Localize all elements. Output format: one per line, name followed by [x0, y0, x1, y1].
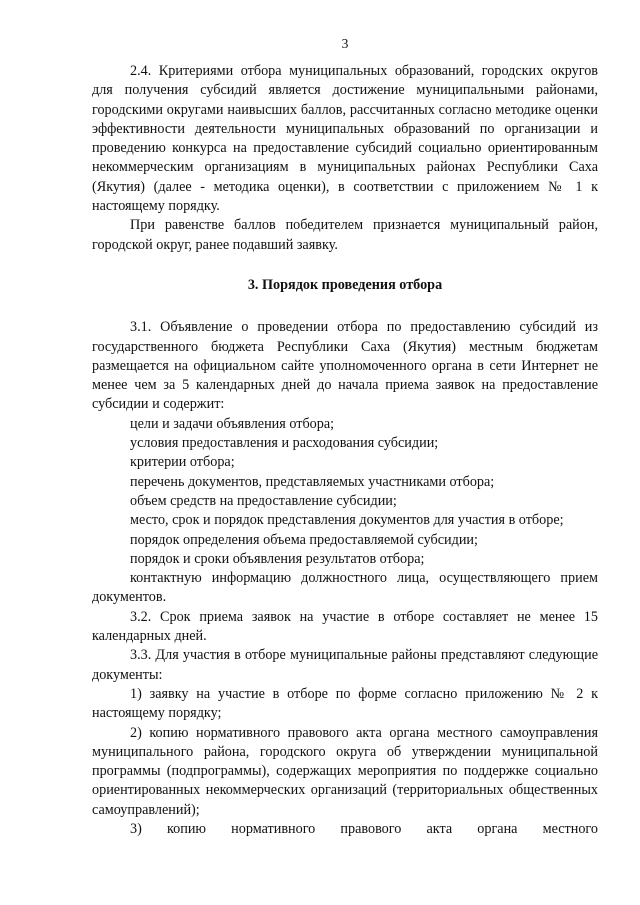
paragraph-document-2: 2) копию нормативного правового акта органа местного самоуправления муниципального района, городского округа об утверждении муниципальной программы (подпрограммы), содержащих мероприятия по поддержке социально ориентированных некоммерческих организаций (территориальных общественных самоуправлений); [92, 724, 598, 818]
paragraph-document-1: 1) заявку на участие в отборе по форме согласно приложению № 2 к настоящему порядку; [92, 685, 598, 722]
page-number: 3 [341, 36, 349, 51]
document-body [92, 62, 598, 839]
paragraph-3-2: 3.2. Срок приема заявок на участие в отборе составляет не менее 15 календарных дней. [92, 608, 598, 645]
list-item: критерии отбора; [130, 454, 235, 471]
list-item: условия предоставления и расходования субсидии; [130, 435, 439, 452]
list-item: место, срок и порядок представления документов для участия в отборе; [130, 512, 564, 529]
list-item: порядок и сроки объявления результатов отбора; [130, 550, 425, 567]
paragraph-2-4: 2.4. Критериями отбора муниципальных образований, городских округов для получения субсидий является достижение муниципальными районами, городскими округами наивысших баллов, рассчитанных согласно методике оценки эффективности деятельности муниципальных образований по организации и проведению конкурса на предоставление субсидий социально ориентированным некоммерческим организациям в муниципальных районах Республики Саха (Якутия) (далее - методика оценки), в соответствии с приложением № 1 к настоящему порядку. [92, 63, 598, 215]
paragraph-3-1: 3.1. Объявление о проведении отбора по предоставлению субсидий из государственного бюджета Республики Саха (Якутия) местным бюджетам размещается на официальном сайте уполномоченного органа в сети Интернет не менее чем за 5 календарных дней до начала приема заявок на предоставление субсидии и содержит: [92, 319, 598, 413]
list-item: перечень документов, представляемых участниками отбора; [130, 473, 495, 490]
list-item: порядок определения объема предоставляемой субсидии; [130, 531, 478, 548]
paragraph-document-3: 3) копию нормативного правового акта органа местного [130, 820, 598, 837]
section-heading-3: 3. Порядок проведения отбора [247, 276, 443, 293]
list-item: цели и задачи объявления отбора; [130, 415, 335, 432]
paragraph-contact-info: контактную информацию должностного лица, осуществляющего прием документов. [92, 570, 598, 606]
paragraph-equal-scores: При равенстве баллов победителем признается муниципальный район, городской округ, ранее подавший заявку. [92, 217, 598, 253]
list-item: объем средств на предоставление субсидии; [130, 492, 397, 509]
paragraph-3-3: 3.3. Для участия в отборе муниципальные районы представляют следующие документы: [92, 647, 598, 683]
